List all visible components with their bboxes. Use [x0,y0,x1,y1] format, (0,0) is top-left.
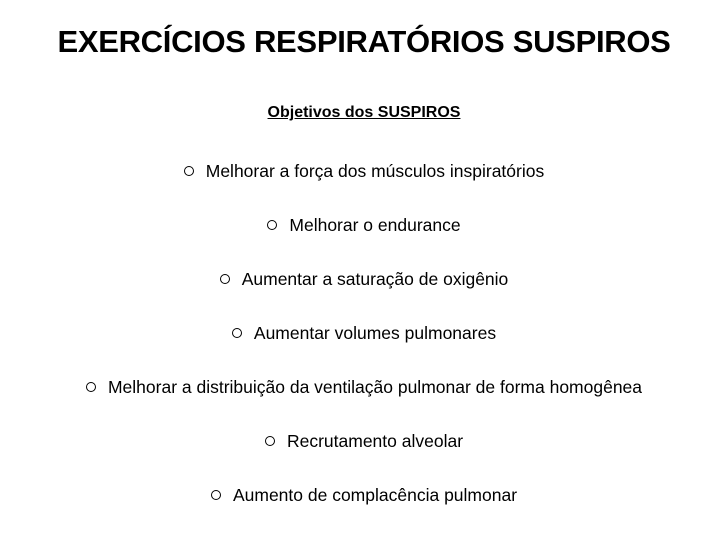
slide-subtitle: Objetivos dos SUSPIROS [267,104,461,121]
list-item [0,420,728,474]
circle-bullet-icon [267,220,277,230]
list-item [0,312,728,366]
list-item-text: Aumento de complacência pulmonar [232,485,518,505]
list-item-text: Melhorar a distribuição da ventilação pulmonar de forma homogênea [107,377,643,397]
list-item-text: Aumentar a saturação de oxigênio [241,269,509,289]
objectives-list [0,150,728,528]
list-item-text: Melhorar o endurance [289,215,461,235]
list-item-text: Recrutamento alveolar [286,431,464,451]
list-item [0,366,728,420]
circle-bullet-icon [265,436,275,446]
list-item-text: Aumentar volumes pulmonares [253,323,497,343]
slide-title: EXERCÍCIOS RESPIRATÓRIOS SUSPIROS [57,24,671,59]
circle-bullet-icon [86,382,96,392]
list-item [0,150,728,204]
circle-bullet-icon [184,166,194,176]
circle-bullet-icon [232,328,242,338]
circle-bullet-icon [220,274,230,284]
list-item-text: Melhorar a força dos músculos inspiratórios [205,161,545,181]
list-item [0,258,728,312]
list-item [0,204,728,258]
circle-bullet-icon [211,490,221,500]
list-item [0,474,728,528]
